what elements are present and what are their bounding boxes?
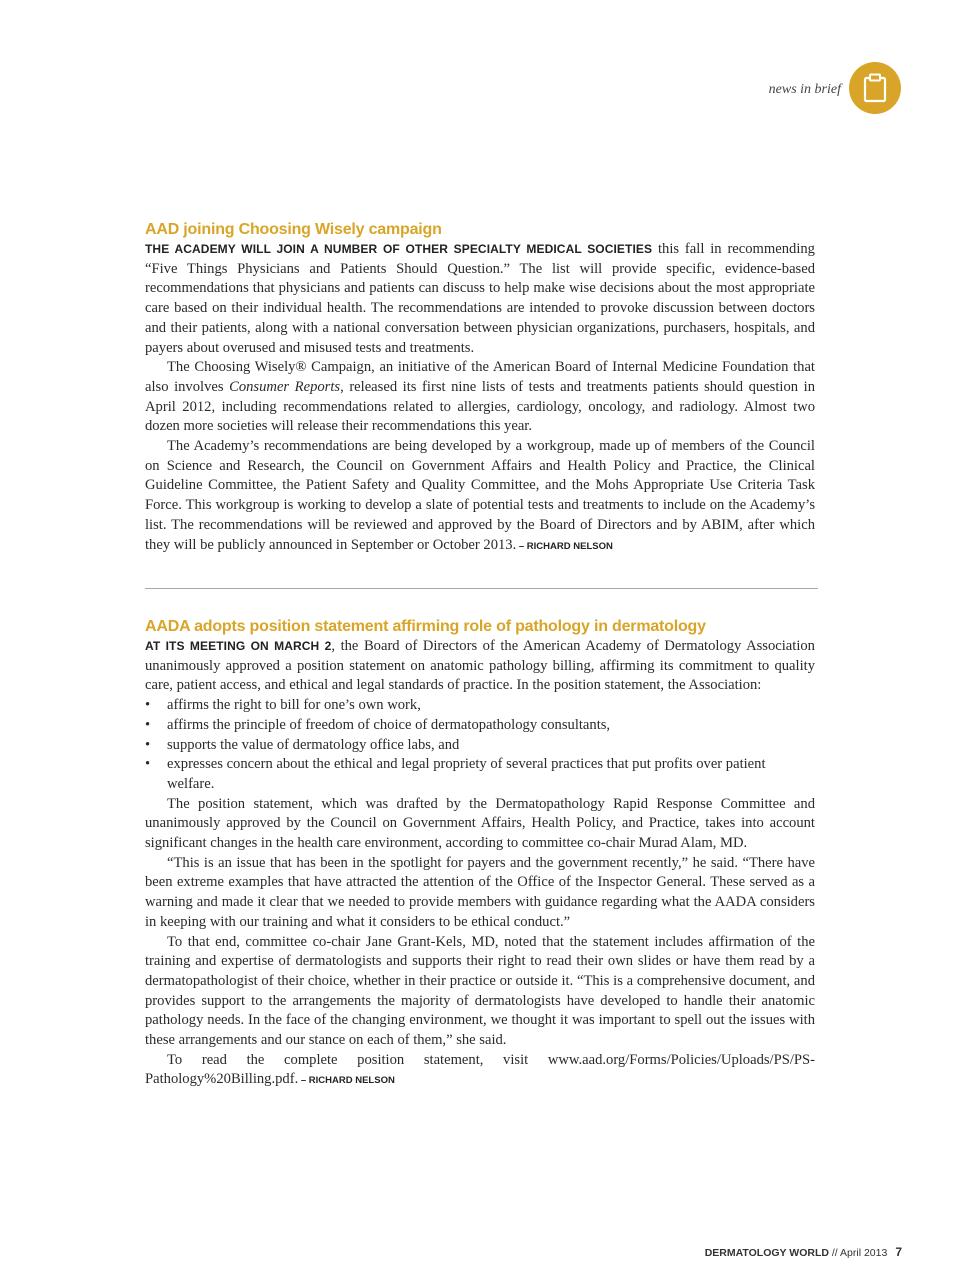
article-lead-in: THE ACADEMY WILL JOIN A NUMBER OF OTHER SPECIALTY MEDICAL SOCIETIES (145, 242, 653, 256)
article-choosing-wisely (145, 220, 815, 556)
paragraph-text: The Academy’s recommendations are being developed by a workgroup, made up of members of the Council on Science and Research, the Council on Government Affairs and Health Policy and Practice, the Clinical Guideline Committee, the Patient Safety and Quality Committee, and the Mohs Appropriate Use Criteria Task Force. This workgroup is working to develop a slate of potential tests and treatments to include on the Academy’s list. The recommendations will be reviewed and approved by the Board of Directors and by ABIM, after which they will be publicly announced in September or October 2013. (145, 438, 815, 553)
list-item: • affirms the right to bill for one’s own work, (145, 696, 815, 716)
article-paragraph (145, 240, 815, 358)
article-paragraph: To that end, committee co-chair Jane Grant-Kels, MD, noted that the statement includes affirmation of the training and expertise of dermatologists and supports their right to read their own slides or have them read by a dermatopathologist of their choice, whether in their practice or outside it. “This is a comprehensive document, and provides support to the arrangements the majority of dermatologists have developed to handle their anatomic pathology needs. In the face of the changing environment, we thought it was important to spell out the issues with these arrangements and our stance on each of them,” she said. (145, 933, 815, 1049)
article-divider (145, 588, 818, 589)
paragraph-text: The Choosing Wisely® Campaign, an initiative of the American Board of Internal Medicine Foundation that also involves (145, 359, 815, 395)
section-label: news in brief (768, 82, 841, 97)
article-paragraph (145, 637, 815, 696)
article-paragraph (145, 437, 815, 556)
article-headline: AAD joining Choosing Wisely campaign (145, 221, 442, 238)
publication-title: DERMATOLOGY WORLD (704, 1247, 829, 1259)
article-paragraph (145, 358, 815, 437)
author-byline: – RICHARD NELSON (298, 1075, 395, 1087)
article-pathology-position (145, 617, 815, 1091)
section-badge (849, 62, 901, 114)
list-item: • affirms the principle of freedom of choice of dermatopathology consultants, (145, 716, 815, 736)
author-byline: – RICHARD NELSON (516, 540, 613, 552)
list-item: • expresses concern about the ethical and legal propriety of several practices that put profits over patient welfare. (145, 755, 815, 794)
section-header (769, 62, 901, 114)
list-item: • supports the value of dermatology office labs, and (145, 736, 815, 756)
publication-name: Consumer Reports (229, 378, 341, 395)
paragraph-text: , the Board of Directors of the American Academy of Dermatology Association unanimously approved a position statement on anatomic pathology billing, affirming its commitment to quality care, patient access, and ethical and legal standards of practice. In the position statement, the Association: (145, 638, 815, 694)
paragraph-text: , released its first nine lists of tests and treatments patients should question in April 2012, including recommendations related to allergies, cardiology, oncology, and radiology. Almost two dozen more societies will release their recommendations this year. (145, 378, 815, 435)
paragraph-text: To read the complete position statement, visit www.aad.org/Forms/Policies/Uploads/PS/PS-Pathology%20Billing.pdf. (145, 1051, 815, 1088)
article-paragraph: The position statement, which was drafted by the Dermatopathology Rapid Response Committee and unanimously approved by the Council on Government Affairs, Health Policy, and Practice, takes into account significant changes in the health care environment, according to committee co-chair Murad Alam, MD. (145, 795, 815, 852)
page-footer (705, 1245, 902, 1259)
issue-date: April 2013 (840, 1247, 888, 1259)
clipboard-icon (862, 73, 888, 103)
footer-separator: // (828, 1247, 841, 1259)
page-number: 7 (895, 1245, 902, 1259)
article-headline: AADA adopts position statement affirming role of pathology in dermatology (145, 618, 706, 635)
article-paragraph (145, 1051, 815, 1091)
article-paragraph: “This is an issue that has been in the spotlight for payers and the government recently,” he said. “There have been extreme examples that have attracted the attention of the Office of the Inspector General. These served as a warning and made it clear that we needed to provide members with guidance regarding what the AADA considers in keeping with our training and what it considers to be ethical conduct.” (145, 854, 815, 930)
position-bullet-list (145, 696, 815, 795)
article-lead-in: AT ITS MEETING ON MARCH 2 (145, 639, 332, 653)
paragraph-text: this fall in recommending “Five Things Physicians and Patients Should Question.” The list will provide specific, evidence-based recommendations that physicians and patients can discuss to help make wise decisions about the most appropriate care based on their individual health. The recommendations are intended to provoke discussion between doctors and their patients, along with a national conversation between physician organizations, purchasers, hospitals, and payers about overused and misused tests and treatments. (145, 241, 815, 356)
